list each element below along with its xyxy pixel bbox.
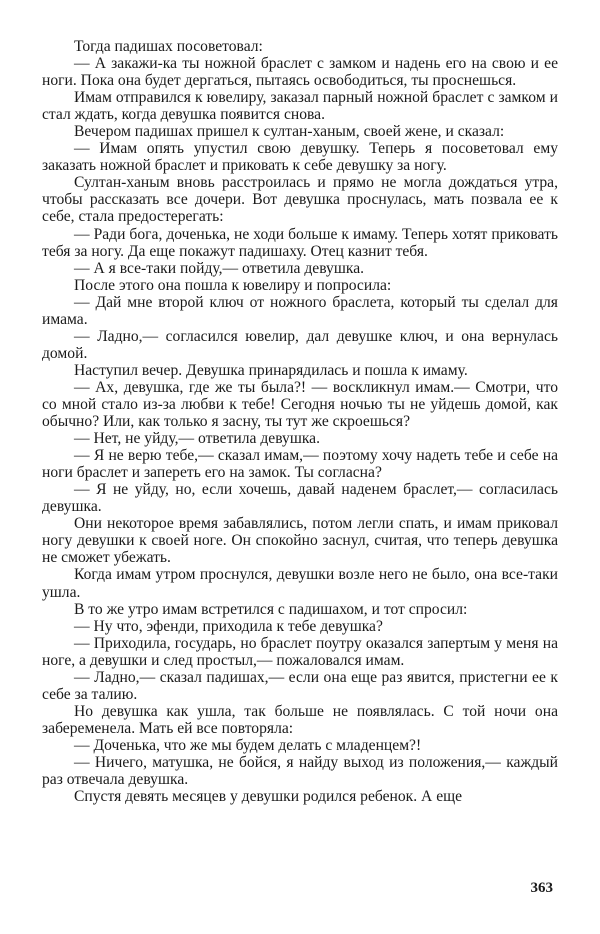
paragraph: После этого она пошла к ювелиру и попросила: xyxy=(74,276,392,294)
paragraph: Но девушка как ушла, так больше не появлялась. С той ночи она забеременела. Мать ей все повторяла: xyxy=(42,702,558,737)
paragraph: — Приходила, государь, но браслет поутру оказался запертым у меня на ноге, а девушки и след простыл,— пожаловался имам. xyxy=(42,634,558,669)
paragraph: Спустя девять месяцев у девушки родился ребенок. А еще xyxy=(74,788,463,806)
paragraph: — Я не верю тебе,— сказал имам,— поэтому хочу надеть тебе и себе на ноги браслет и запереть его на замок. Ты согласна? xyxy=(42,447,558,482)
paragraph: — Имам опять упустил свою девушку. Теперь я посоветовал ему заказать ножной браслет и приковать к себе девушку за ногу. xyxy=(42,140,558,175)
paragraph: Султан-ханым вновь расстроилась и прямо не могла дождаться утра, чтобы рассказать все дочери. Вот девушка проснулась, мать позвала ее к себе, стала предостерегать: xyxy=(42,174,558,226)
paragraph: — Ладно,— согласился ювелир, дал девушке ключ, и она вернулась домой. xyxy=(42,327,558,362)
paragraph: — Ради бога, доченька, не ходи больше к имаму. Теперь хотят приковать тебя за ногу. Да еще покажут падишаху. Отец казнит тебя. xyxy=(42,225,558,260)
paragraph: Они некоторое время забавлялись, потом легли спать, и имам приковал ногу девушки к своей ноге. Он спокойно заснул, считая, что теперь девушка не сможет убежать. xyxy=(42,515,558,567)
paragraph: — Доченька, что же мы будем делать с младенцем?! xyxy=(74,736,422,754)
paragraph: — Ладно,— сказал падишах,— если она еще раз явится, пристегни ее к себе за талию. xyxy=(42,668,558,703)
page-number: 363 xyxy=(530,880,553,896)
paragraph: Вечером падишах пришел к султан-ханым, своей жене, и сказал: xyxy=(74,123,505,141)
paragraph: — Ну что, эфенди, приходила к тебе девушка? xyxy=(74,617,383,635)
paragraph: В то же утро имам встретился с падишахом, и тот спросил: xyxy=(74,600,468,618)
paragraph: — А закажи-ка ты ножной браслет с замком и надень его на свою и ее ноги. Пока она будет дергаться, пытаясь освободиться, ты проснешься. xyxy=(42,55,558,90)
paragraph: Когда имам утром проснулся, девушки возле него не было, она все-таки ушла. xyxy=(42,566,558,601)
paragraph: Наступил вечер. Девушка принарядилась и пошла к имаму. xyxy=(74,361,468,379)
paragraph: — Нет, не уйду,— ответила девушка. xyxy=(74,430,320,448)
paragraph: — А я все-таки пойду,— ответила девушка. xyxy=(74,259,365,277)
paragraph: — Я не уйду, но, если хочешь, давай наденем браслет,— согласилась девушка. xyxy=(42,481,558,516)
page-body xyxy=(42,38,558,805)
paragraph: Имам отправился к ювелиру, заказал парный ножной браслет с замком и стал ждать, когда девушка появится снова. xyxy=(42,89,558,124)
paragraph: Тогда падишах посоветовал: xyxy=(74,38,263,55)
paragraph: — Дай мне второй ключ от ножного браслета, который ты сделал для имама. xyxy=(42,293,558,328)
paragraph: — Ах, девушка, где же ты была?! — воскликнул имам.— Смотри, что со мной стало из-за любви к тебе! Сегодня ночью ты не уйдешь домой, как обычно? Или, как только я засну, ты тут же скроешься? xyxy=(42,378,558,431)
paragraph: — Ничего, матушка, не бойся, я найду выход из положения,— каждый раз отвечала девушка. xyxy=(42,753,558,789)
